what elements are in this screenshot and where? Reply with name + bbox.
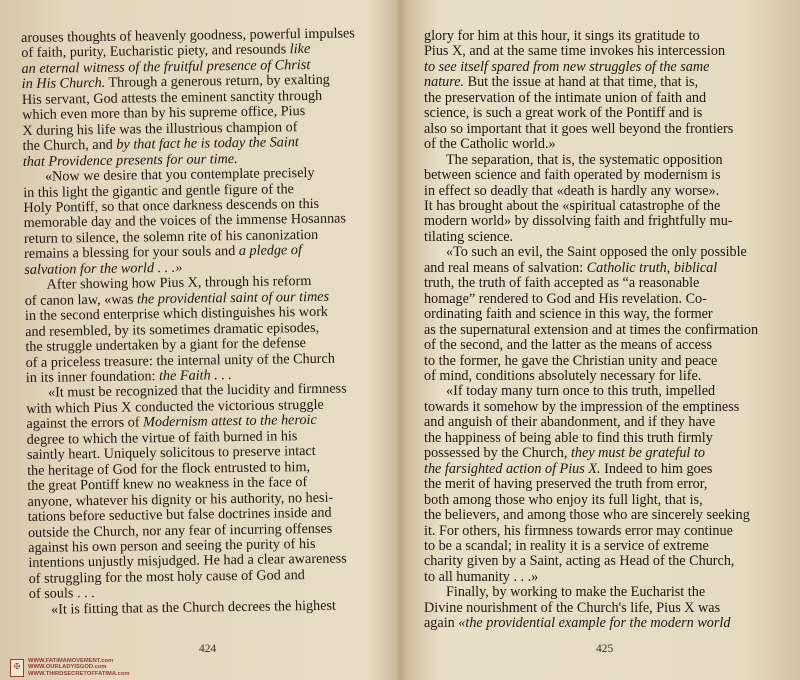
page-number-right: 425 (596, 643, 614, 655)
right-line-26: and anguish of their abandonment, and if they have (424, 414, 716, 431)
left-line-9: that Providence presents for our time. (22, 150, 238, 170)
right-line-24: «If today many turn once to this truth, impelled (446, 383, 716, 400)
right-line-8: of the Catholic world.» (424, 136, 556, 153)
right-line-20: as the supernatural extension and at times the confirmation (424, 321, 759, 338)
left-line-3: an eternal witness of the fruitful presence of Christ (21, 56, 311, 77)
right-line-1: glory for him at this hour, it sings its gratitude to (424, 28, 700, 44)
left-line-17: After showing how Pius X, through his reform (46, 273, 312, 293)
left-line-15: remains a blessing for your souls and a pledge of (24, 242, 302, 263)
right-line-11: in effect so deadly that «death is hardly any worse». (424, 182, 720, 199)
right-line-31: both among those who enjoy its full light, that is, (424, 491, 703, 508)
left-line-7: X during his life was the illustrious champion of (22, 118, 298, 139)
right-line-19: ordinating faith and science in this way, the former (424, 306, 713, 323)
left-line-37: of souls . . . (28, 585, 95, 603)
left-line-18: of canon law, «was the providential saint of our times (24, 288, 330, 309)
left-line-8: the Church, and by that fact he is today the Saint (22, 134, 299, 155)
right-line-14: tilating science. (424, 228, 514, 245)
right-line-16: and real means of salvation: Catholic truth, biblical (424, 259, 718, 276)
right-line-21: of the second, and the latter as the means of access (424, 337, 712, 354)
left-line-10: «Now we desire that you contemplate precisely (44, 164, 315, 185)
page-number-left: 424 (199, 643, 217, 655)
left-line-33: outside the Church, nor any fear of incurring offenses (27, 520, 333, 541)
left-line-11: in this light the gigantic and gentle figure of the (23, 180, 295, 201)
left-line-13: memorable day and the voices of the immense Hosannas (23, 210, 347, 232)
left-line-6: which even more than by his supreme office, Pius (22, 103, 306, 124)
right-line-36: to all humanity . . .» (424, 568, 539, 585)
left-line-23: in its inner foundation: the Faith . . . (25, 367, 233, 386)
right-line-7: also so important that it goes well beyond the frontiers (424, 120, 734, 137)
left-line-31: anyone, whatever his dignity or his authority, no hesi- (27, 489, 334, 510)
right-line-18: homage” rendered to God and His revelation. Co- (424, 290, 707, 307)
right-line-3: to see itself spared from new struggles of the same (424, 58, 710, 75)
right-page-text (424, 29, 778, 632)
left-line-29: the heritage of God for the flock entrusted to him, (27, 458, 311, 479)
right-line-10: between science and faith operated by modernism is (424, 167, 721, 184)
right-line-37: Finally, by working to make the Eucharist the (446, 584, 706, 601)
crest-icon: ✠ (10, 659, 24, 677)
left-line-38: «It is fitting that as the Church decrees the highest (50, 597, 337, 618)
left-line-19: in the second enterprise which distinguishes his work (24, 303, 329, 325)
watermark (10, 658, 130, 678)
right-line-22: to the former, he gave the Christian unity and peace (424, 352, 718, 369)
left-line-16: salvation for the world . . .» (24, 259, 183, 278)
watermark-line-1: WWW.FATIMAMOVEMENT.com (28, 657, 114, 664)
right-line-32: the believers, and among those who are sincerely seeking (424, 507, 750, 524)
right-line-38: Divine nourishment of the Church's life, Pius X was (424, 599, 721, 616)
left-line-21: the struggle undertaken by a giant for the defense (25, 335, 306, 356)
right-line-39: again «the providential example for the modern world (424, 615, 731, 632)
right-line-2: Pius X, and at the same time invokes his intercession (424, 43, 726, 60)
right-line-34: to be a scandal; in reality it is a service of extreme (424, 537, 709, 554)
watermark-line-3: WWW.THIRDSECRETOFFATIMA.com (28, 670, 130, 677)
left-line-34: against his own person and seeing the purity of his (28, 535, 316, 556)
right-page (400, 0, 800, 680)
left-line-28: saintly heart. Uniquely solicitous to preserve intact (26, 443, 316, 464)
right-line-35: charity given by a Saint, acting as Head of the Church, (424, 553, 735, 570)
right-line-9: The separation, that is, the systematic opposition (446, 151, 723, 168)
left-line-26: against the errors of Modernism attest to the heroic (26, 412, 317, 433)
left-line-32: tations before seductive but false doctrines inside and (27, 504, 332, 525)
right-line-12: It has brought about the «spiritual catastrophe of the (424, 197, 721, 214)
watermark-line-2: WWW.OURLADYISGOD.com (28, 664, 107, 670)
left-line-20: and resembled, by its sometimes dramatic episodes, (25, 319, 320, 340)
right-line-13: modern world» by dissolving faith and frightfully mu- (424, 213, 733, 230)
left-line-4: in His Church. Through a generous return, by exalting (21, 72, 330, 93)
left-line-22: of a priceless treasure: the internal unity of the Church (25, 350, 335, 371)
right-line-5: the preservation of the intimate union of faith and (424, 89, 707, 106)
right-line-17: truth, the truth of faith accepted as “a reasonable (424, 275, 700, 292)
left-line-24: «It must be recognized that the lucidity and firmness (47, 380, 347, 402)
left-line-5: His servant, God attests the eminent sanctity through (21, 87, 323, 108)
right-line-33: it. For others, his firmness towards error may continue (424, 522, 733, 539)
left-line-36: of struggling for the most holy cause of God and (28, 566, 305, 587)
left-line-30: the great Pontiff knew no weakness in the face of (27, 474, 308, 495)
left-line-25: with which Pius X conducted the victorious struggle (26, 396, 324, 417)
right-line-23: of mind, conditions absolutely necessary for life. (424, 367, 702, 384)
left-page-text (21, 26, 382, 618)
right-line-27: the happiness of being able to find this truth firmly (424, 429, 713, 446)
right-line-30: the merit of having preserved the truth from error, (424, 476, 708, 493)
right-line-25: towards it somehow by the impression of the emptiness (424, 398, 740, 415)
right-line-15: «To such an evil, the Saint opposed the only possible (446, 244, 747, 261)
right-line-4: nature. But the issue at hand at that time, that is, (424, 74, 699, 91)
right-line-29: the farsighted action of Pius X. Indeed to him goes (424, 460, 713, 477)
right-line-6: science, is such a great work of the Pontiff and is (424, 105, 703, 122)
left-line-14: return to silence, the solemn rite of his canonization (23, 226, 319, 247)
watermark-urls (28, 658, 130, 678)
left-line-1: arouses thoughts of heavenly goodness, powerful impulses (20, 25, 355, 46)
left-line-12: Holy Pontiff, so that once darkness descends on this (23, 195, 320, 216)
left-line-35: intentions unjustly misjudged. He had a clear awareness (28, 550, 347, 572)
left-line-27: degree to which the virtue of faith burned in his (26, 427, 298, 448)
left-line-2: of faith, purity, Eucharistic piety, and resounds like (21, 41, 311, 62)
right-line-28: possessed by the Church, they must be grateful to (424, 445, 705, 462)
